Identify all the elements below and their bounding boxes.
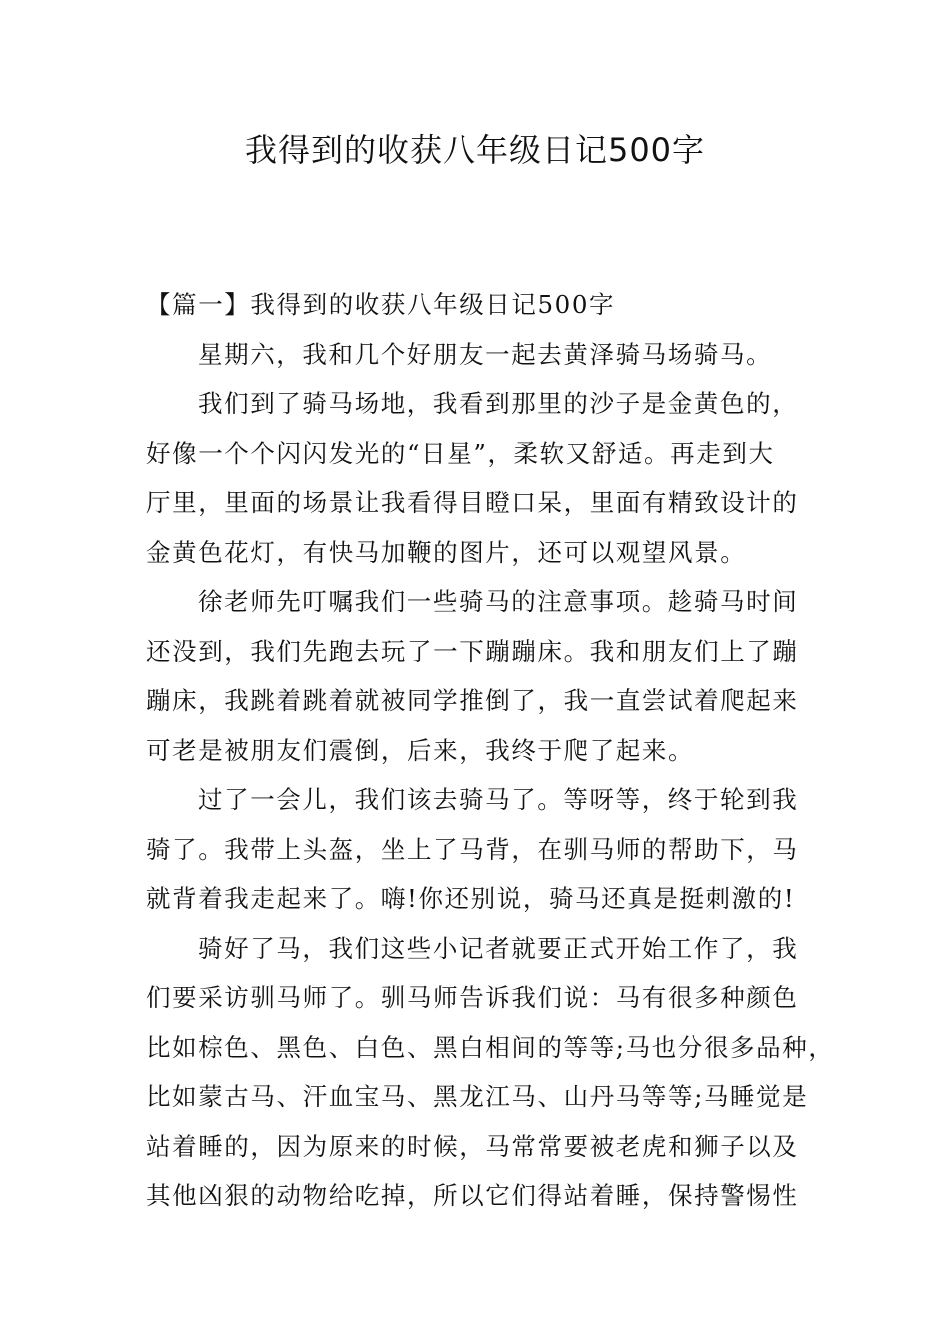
body-line: 徐老师先叮嘱我们一些骑马的注意事项。趁骑马时间 bbox=[198, 587, 799, 616]
body-line: 骑了。我带上头盔，坐上了马背，在驯马师的帮助下，马 bbox=[146, 834, 799, 864]
body-line: 过了一会儿，我们该去骑马了。等呀等，终于轮到我 bbox=[198, 785, 799, 814]
body-line: 蹦床，我跳着跳着就被同学推倒了，我一直尝试着爬起来 bbox=[146, 686, 799, 715]
body-line: 还没到，我们先跑去玩了一下蹦蹦床。我和朋友们上了蹦 bbox=[146, 636, 799, 666]
body-line: 可老是被朋友们震倒，后来，我终于爬了起来。 bbox=[146, 735, 695, 765]
body-line: 厅里，里面的场景让我看得目瞪口呆，里面有精致设计的 bbox=[146, 488, 799, 517]
body-line: 【篇一】我得到的收获八年级日记500字 bbox=[146, 290, 616, 319]
body-line: 比如蒙古马、汗血宝马、黑龙江马、山丹马等等;马睡觉是 bbox=[146, 1082, 809, 1111]
body-line: 站着睡的，因为原来的时候，马常常要被老虎和狮子以及 bbox=[146, 1131, 799, 1161]
body-line: 好像一个个闪闪发光的“日星”，柔软又舒适。再走到大 bbox=[146, 438, 775, 468]
document-body bbox=[146, 280, 835, 1221]
body-line: 金黄色花灯，有快马加鞭的图片，还可以观望风景。 bbox=[146, 537, 747, 567]
body-line: 们要采访驯马师了。驯马师告诉我们说：马有很多种颜色 bbox=[146, 983, 799, 1012]
document-title: 我得到的收获八年级日记500字 bbox=[244, 131, 706, 169]
body-line: 我们到了骑马场地，我看到那里的沙子是金黄色的， bbox=[198, 389, 799, 418]
body-line: 就背着我走起来了。嗨!你还别说，骑马还真是挺刺激的! bbox=[146, 884, 796, 913]
body-line: 星期六，我和几个好朋友一起去黄泽骑马场骑马。 bbox=[198, 339, 773, 369]
body-line: 其他凶狠的动物给吃掉，所以它们得站着睡，保持警惕性 bbox=[146, 1181, 799, 1210]
body-line: 比如棕色、黑色、白色、黑白相间的等等;马也分很多品种， bbox=[146, 1032, 835, 1062]
body-line: 骑好了马，我们这些小记者就要正式开始工作了，我 bbox=[198, 933, 799, 963]
